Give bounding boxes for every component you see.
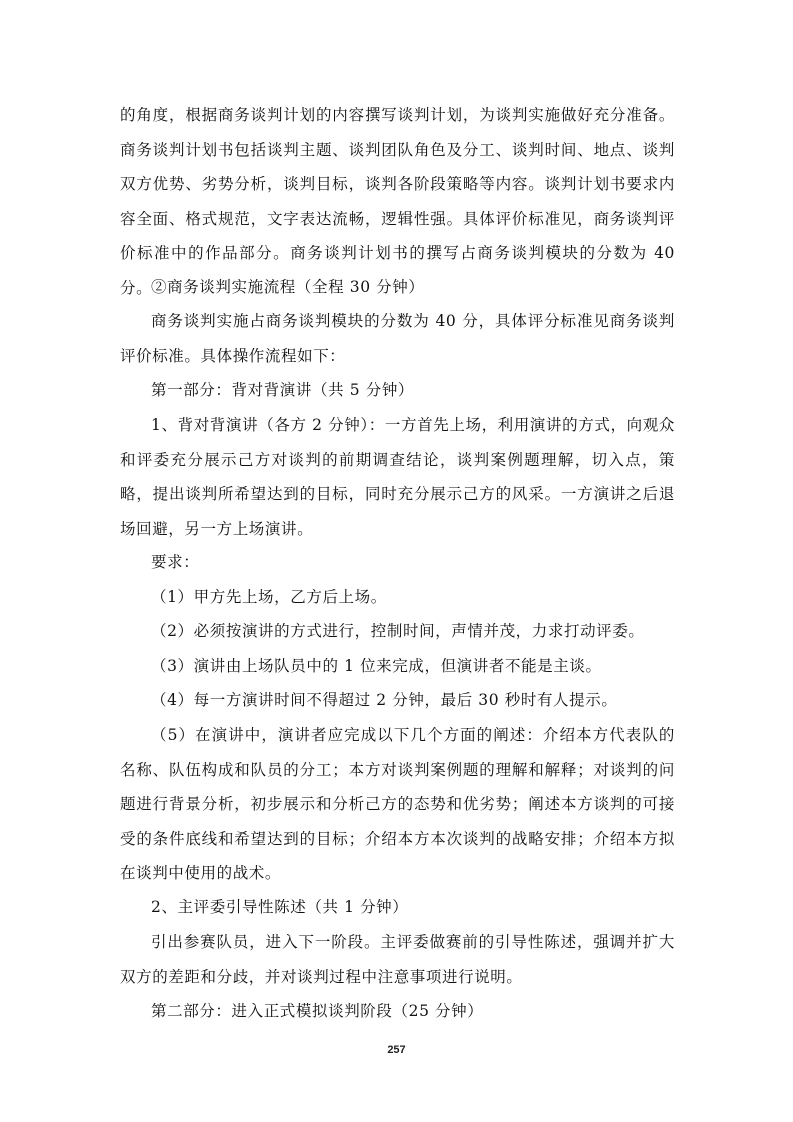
heading-negotiation-process: ②商务谈判实施流程（全程 30 分钟） (151, 278, 425, 296)
page-number: 257 (387, 1044, 406, 1056)
requirement-item-4: （4）每一方演讲时间不得超过 2 分钟，最后 30 秒时有人提示。 (151, 691, 618, 709)
requirement-item-1: （1）甲方先上场，乙方后上场。 (151, 588, 387, 606)
paragraph-judge-statement: 引出参赛队员，进入下一阶段。主评委做赛前的引导性陈述，强调并扩大双方的差距和分歧，并对谈判过程中注意事项进行说明。 (120, 933, 675, 986)
requirement-item-5: （5）在演讲中，演讲者应完成以下几个方面的阐述：介绍本方代表队的名称、队伍构成和队员的分工；本方对谈判案例题的理解和解释；对谈判的问题进行背景分析，初步展示和分析己方的态势和优劣势；阐述本方谈判的可接受的条件底线和希望达到的目标；介绍本方本次谈判的战略安排；介绍本方拟在谈判中使用的战术。 (120, 726, 675, 882)
requirement-item-2: （2）必须按演讲的方式进行，控制时间，声情并茂，力求打动评委。 (151, 622, 645, 640)
paragraph-back-to-back-speech: 1、背对背演讲（各方 2 分钟）：一方首先上场，利用演讲的方式，向观众和评委充分展示己方对谈判的前期调查结论，谈判案例题理解，切入点，策略，提出谈判所希望达到的目标，同时充分展示己方的风采。一方演讲之后退场回避，另一方上场演讲。 (120, 416, 675, 538)
paragraph-plan-writing: 的角度，根据商务谈判计划的内容撰写谈判计划，为谈判实施做好充分准备。商务谈判计划书包括谈判主题、谈判团队角色及分工、谈判时间、地点、谈判双方优势、劣势分析，谈判目标，谈判各阶段策略等内容。谈判计划书要求内容全面、格式规范，文字表达流畅，逻辑性强。具体评价标准见，商务谈判评价标准中的作品部分。商务谈判计划书的撰写占商务谈判模块的分数为 40 分。 (120, 106, 675, 297)
heading-part-one: 第一部分：背对背演讲（共 5 分钟） (151, 381, 415, 399)
paragraph-implementation-score: 商务谈判实施占商务谈判模块的分数为 40 分，具体评分标准见商务谈判评价标准。具体操作流程如下： (120, 312, 675, 365)
heading-judge-statement: 2、主评委引导性陈述（共 1 分钟） (151, 898, 409, 916)
heading-part-two: 第二部分：进入正式模拟谈判阶段（25 分钟） (151, 1002, 484, 1020)
requirement-item-3: （3）演讲由上场队员中的 1 位来完成，但演讲者不能是主谈。 (151, 657, 602, 675)
heading-requirements: 要求： (151, 553, 200, 571)
